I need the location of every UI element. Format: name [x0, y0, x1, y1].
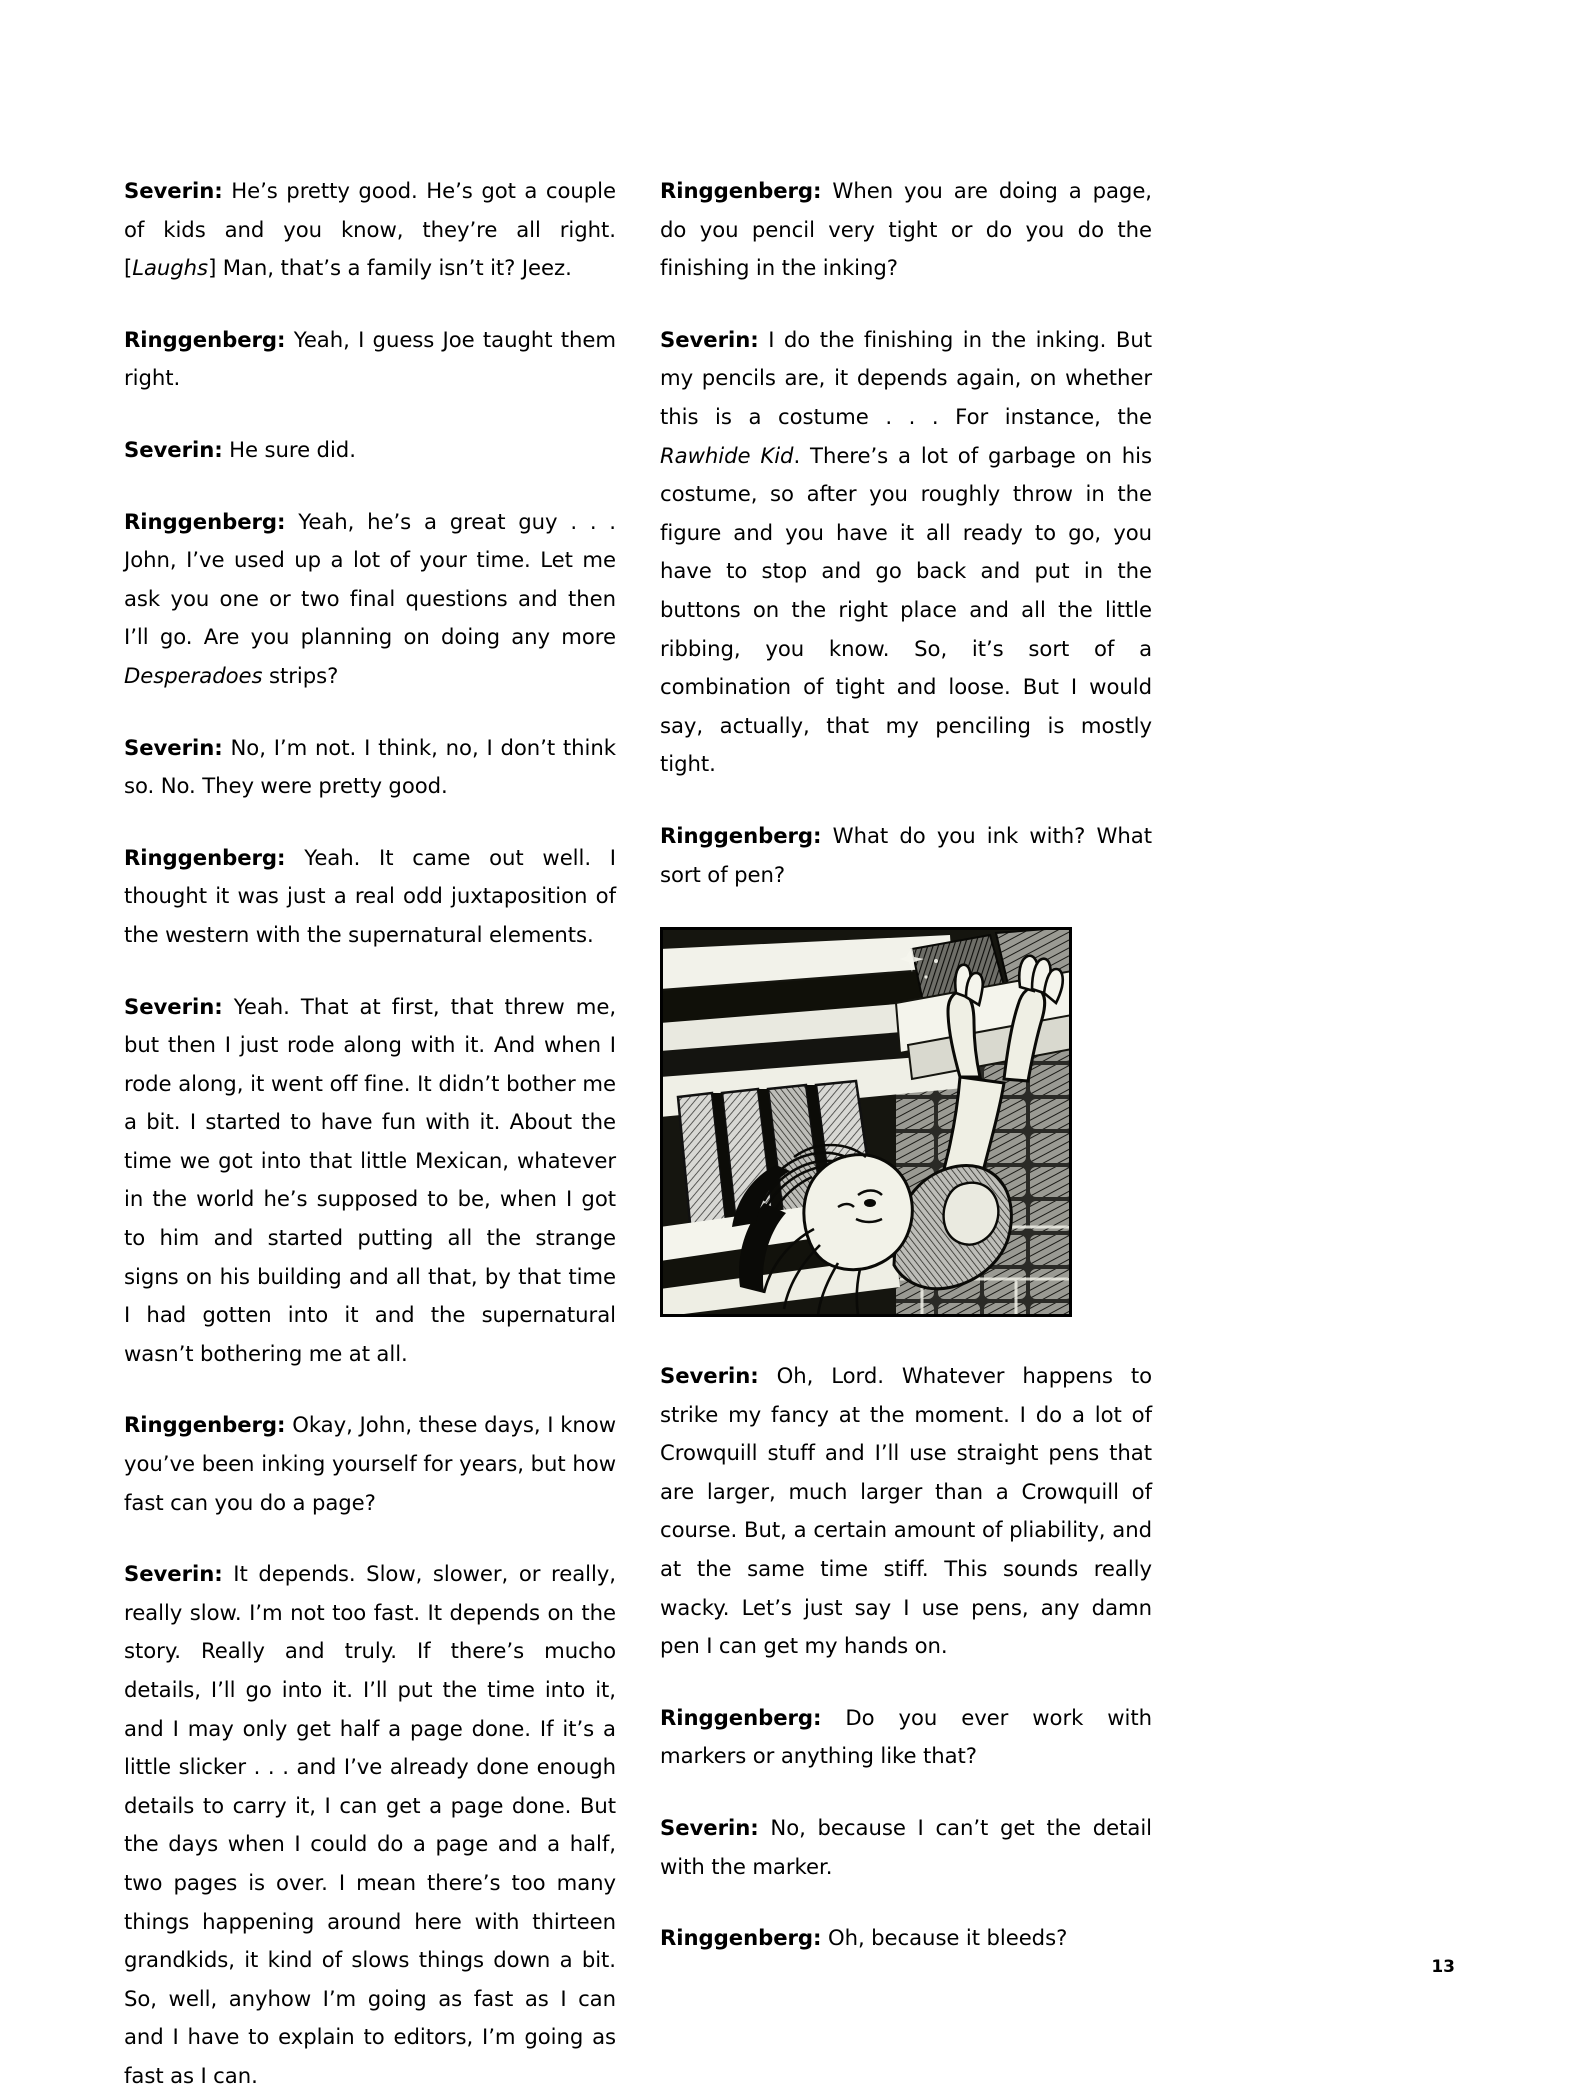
- dialogue-text: He sure did.: [222, 436, 356, 462]
- dialogue-text: Yeah, he’s a great guy . . . John, I’ve used up a lot of your time. Let me ask you one or two final questions and then I’ll go. Are you planning on doing any more: [124, 508, 616, 650]
- dialogue-paragraph: [124, 839, 616, 955]
- dialogue-text: When you are doing a page, do you pencil very tight or do you do the finishing in the inking?: [660, 178, 1152, 281]
- speaker-label: Ringgenberg:: [660, 178, 822, 203]
- speaker-label: Severin:: [124, 734, 223, 760]
- dialogue-text: It depends. Slow, slower, or really, really slow. I’m not too fast. It depends on the story. Really and truly. If there’s mucho details, I’ll go into it. I’ll put the time into it, and I may only get half a page done. If it’s a little slicker . . . and I’ve already done enough details to carry it, I can get a page done. But the days when I could do a page and a half, two pages is over. I mean there’s too many things happening around here with thirteen grandkids, it kind of slows things down a bit. So, well, anyhow I’m going as fast as I can and I have to explain to editors, I’m going as fast as I can.: [124, 1561, 616, 2088]
- title-italic: Desperadoes: [124, 662, 263, 688]
- dialogue-paragraph: [660, 817, 1152, 894]
- dialogue-paragraph: [124, 321, 616, 398]
- dialogue-text: Oh, Lord. Whatever happens to strike my fancy at the moment. I do a lot of Crowquill stuff and I’ll use straight pens that are larger, much larger than a Crowquill of course. But, a certain amount of pliability, and at the same time stiff. This sounds really wacky. Let’s just say I use pens, any damn pen I can get my hands on.: [660, 1363, 1152, 1659]
- comic-panel-illustration: [660, 927, 1072, 1317]
- dialogue-text: Yeah. It came out well. I thought it was just a real odd juxtaposition of the western with the supernatural elements.: [124, 844, 616, 947]
- speaker-label: Severin:: [124, 993, 223, 1019]
- speaker-label: Ringgenberg:: [124, 508, 286, 534]
- two-column-layout: [124, 172, 1457, 2096]
- dialogue-text: Okay, John, these days, I know you’ve been inking yourself for years, but how fast can you do a page?: [124, 1412, 616, 1515]
- dialogue-text-cont: strips?: [262, 662, 339, 688]
- dialogue-paragraph: [660, 172, 1152, 288]
- speaker-label: Ringgenberg:: [124, 326, 286, 352]
- dialogue-paragraph: [660, 1357, 1152, 1666]
- speaker-label: Ringgenberg:: [660, 822, 822, 848]
- dialogue-text: He’s pretty good. He’s got a couple of kids and you know, they’re all right. [: [124, 178, 616, 281]
- speaker-label: Ringgenberg:: [660, 1704, 822, 1730]
- dialogue-paragraph: [124, 1406, 616, 1522]
- dialogue-paragraph: [124, 729, 616, 806]
- speaker-label: Severin:: [124, 436, 223, 462]
- emphasis-text: Laughs: [132, 255, 209, 281]
- speaker-label: Severin:: [124, 178, 223, 203]
- dialogue-text: Yeah, I guess Joe taught them right.: [124, 326, 616, 391]
- speaker-label: Ringgenberg:: [124, 1412, 286, 1438]
- title-italic: Rawhide Kid: [660, 442, 794, 468]
- right-column: [660, 172, 1152, 1958]
- dialogue-paragraph: [124, 1555, 616, 2095]
- speaker-label: Ringgenberg:: [124, 844, 286, 870]
- dialogue-text: Do you ever work with markers or anything like that?: [660, 1704, 1152, 1769]
- dialogue-paragraph: [660, 1919, 1152, 1958]
- dialogue-paragraph: [660, 321, 1152, 784]
- dialogue-paragraph: [124, 172, 616, 288]
- dialogue-text: Yeah. That at first, that threw me, but then I just rode along with it. And when I rode along, it went off fine. It didn’t bother me a bit. I started to have fun with it. About the time we got into that little Mexican, whatever in the world he’s supposed to be, when I got to him and started putting all the strange signs on his building and all that, by that time I had gotten into it and the supernatural wasn’t bothering me at all.: [124, 993, 616, 1366]
- dialogue-paragraph: [124, 503, 616, 696]
- dialogue-text-cont: . There’s a lot of garbage on his costume, so after you roughly throw in the figure and you have it all ready to go, you have to stop and go back and put in the buttons on the right place and all the little ribbing, you know. So, it’s sort of a combination of tight and loose. But I would say, actually, that my penciling is mostly tight.: [660, 442, 1152, 777]
- speaker-label: Severin:: [660, 326, 759, 352]
- dialogue-text: I do the finishing in the inking. But my pencils are, it depends again, on whether this is a costume . . . For instance, the: [660, 326, 1152, 429]
- left-column: [124, 172, 616, 2096]
- dialogue-text: What do you ink with? What sort of pen?: [660, 822, 1152, 887]
- dialogue-text: No, because I can’t get the detail with the marker.: [660, 1815, 1152, 1879]
- comic-art-svg: [660, 927, 1072, 1317]
- dialogue-paragraph: [660, 1809, 1152, 1886]
- speaker-label: Severin:: [660, 1815, 759, 1841]
- dialogue-text: No, I’m not. I think, no, I don’t think so. No. They were pretty good.: [124, 734, 616, 799]
- dialogue-paragraph: [124, 431, 616, 470]
- speaker-label: Ringgenberg:: [660, 1925, 822, 1951]
- speaker-label: Severin:: [660, 1363, 759, 1389]
- dialogue-text: Oh, because it bleeds?: [821, 1925, 1068, 1951]
- page-number: 13: [1431, 1957, 1455, 1977]
- speaker-label: Severin:: [124, 1561, 223, 1587]
- dialogue-text-cont: ] Man, that’s a family isn’t it? Jeez.: [208, 255, 572, 281]
- dialogue-paragraph: [660, 1699, 1152, 1776]
- dialogue-paragraph: [124, 988, 616, 1374]
